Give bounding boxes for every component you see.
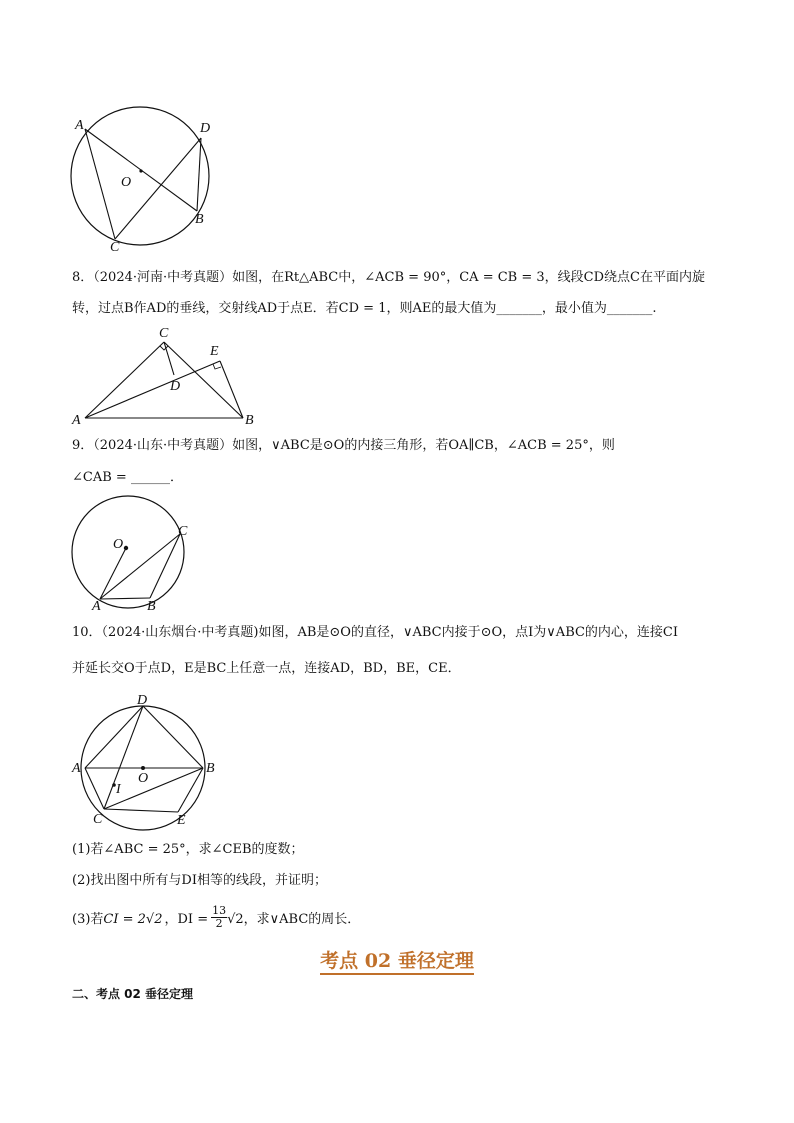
segment-ce (104, 809, 178, 812)
center-point (124, 546, 128, 550)
segment-oa (100, 548, 126, 599)
q10-sub3-ci: CI = 2√2 (103, 911, 163, 927)
label-a: A (75, 118, 84, 133)
segment-ac (100, 534, 180, 599)
center-point (141, 766, 145, 770)
segment-ac (85, 768, 104, 809)
segment-be (178, 768, 203, 812)
segment-ad (85, 706, 143, 768)
label-c: C (93, 812, 103, 827)
label-d: D (200, 121, 211, 136)
segment-cd (104, 706, 143, 809)
circle-o (72, 496, 184, 608)
circle-o (71, 107, 209, 245)
label-c: C (178, 524, 188, 539)
figure-circle-abcd (60, 95, 230, 260)
figure-incenter-circle (66, 690, 226, 830)
q10-sub3-prefix: (3)若 (72, 911, 104, 927)
label-o: O (138, 771, 149, 786)
fraction-denominator: 2 (215, 917, 223, 930)
label-e: E (177, 813, 186, 828)
q10-line-2: 并延长交O于点D，E是BC上任意一点，连接AD，BD，BE，CE． (72, 661, 461, 676)
label-d: D (137, 693, 148, 708)
q10-sub-1: (1)若∠ABC = 25°，求∠CEB的度数； (72, 842, 304, 857)
label-b: B (206, 761, 215, 776)
label-a: A (72, 761, 81, 776)
right-angle-e (213, 364, 221, 369)
q10-sub3-root: √2 (227, 911, 244, 927)
label-b: B (147, 599, 156, 614)
label-c: C (110, 240, 120, 255)
segment-be (220, 361, 243, 418)
label-b: B (195, 212, 204, 227)
segment-db (197, 138, 201, 211)
fraction-numerator: 13 (212, 904, 227, 917)
segment-db (143, 706, 203, 768)
label-o: O (121, 175, 132, 190)
label-o: O (113, 537, 124, 552)
fraction (211, 905, 227, 930)
label-a: A (72, 413, 81, 428)
label-i: I (116, 782, 121, 797)
label-e: E (210, 344, 219, 359)
label-c: C (159, 326, 169, 341)
section-subheading: 二、考点 02 垂径定理 (72, 987, 194, 1001)
label-d: D (170, 379, 181, 394)
section-title (0, 946, 794, 973)
q8-line-2: 转，过点B作AD的垂线，交射线AD于点E．若CD = 1，则AE的最大值为_______，最小值为_______. (72, 301, 657, 316)
segment-ac (85, 342, 164, 418)
q10-sub-2: (2)找出图中所有与DI相等的线段，并证明； (72, 873, 327, 888)
q10-sub-3 (72, 904, 361, 930)
segment-cb (150, 534, 180, 598)
q8-line-1: 8．（2024·河南·中考真题）如图，在Rt△ABC中，∠ACB = 90°，CA = CB = 3，线段CD绕点C在平面内旋 (72, 270, 705, 285)
q10-sub3-suffix: ，求∨ABC的周长． (243, 911, 361, 927)
figure-inscribed-triangle (62, 510, 202, 615)
q9-line-2: ∠CAB = ______． (72, 470, 183, 485)
segment-ab (100, 598, 150, 599)
segment-ae (85, 361, 220, 418)
q9-line-1: 9．（2024·山东·中考真题）如图，∨ABC是⊙O的内接三角形，若OA∥CB，∠ACB = 25°，则 (72, 438, 615, 453)
center-point (139, 169, 142, 172)
q10-sub3-di-pre: ，DI = (164, 911, 209, 927)
label-b: B (245, 413, 254, 428)
section-title-text: 考点 02 垂径定理 (320, 950, 474, 975)
figure-triangle-abc-rotation (65, 322, 275, 428)
label-a: A (92, 599, 101, 614)
q10-line-1: 10．（2024·山东烟台·中考真题)如图，AB是⊙O的直径，∨ABC内接于⊙O，点I为∨ABC的内心，连接CI (72, 625, 679, 640)
